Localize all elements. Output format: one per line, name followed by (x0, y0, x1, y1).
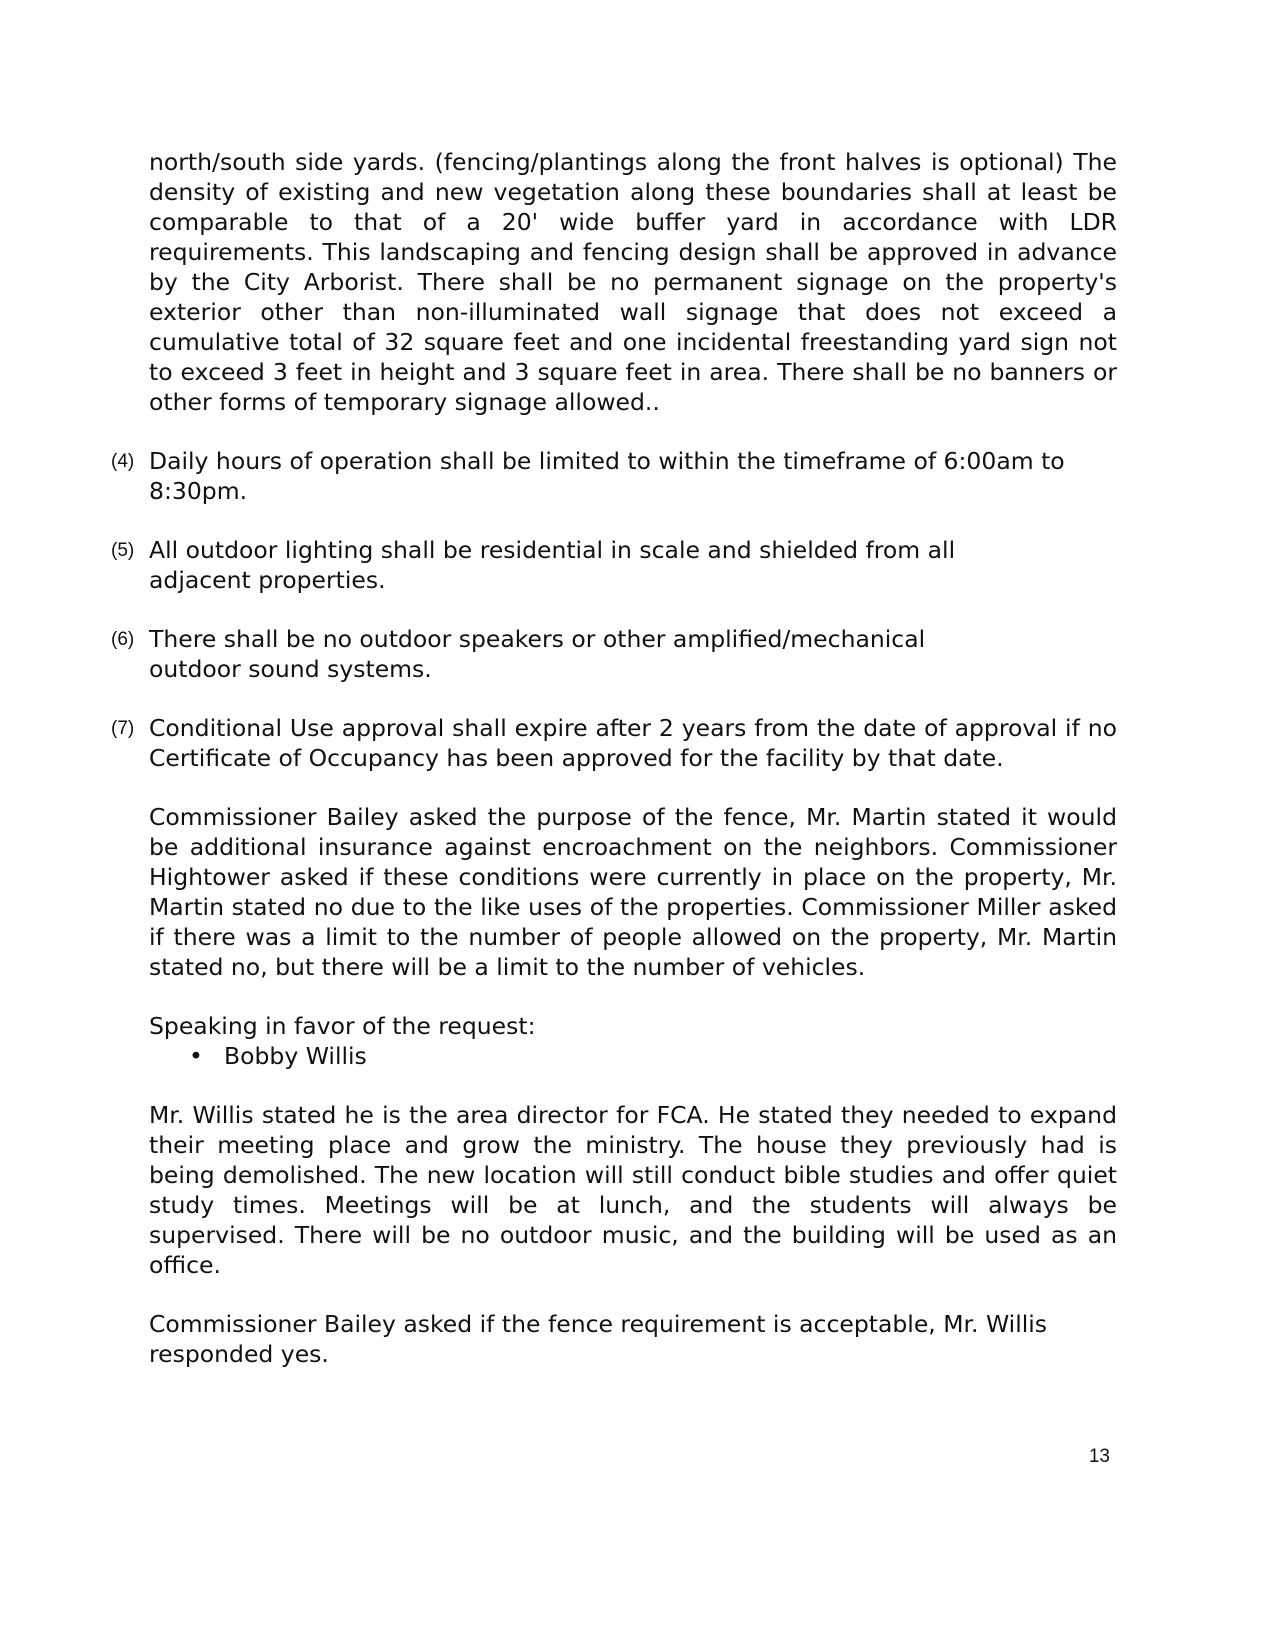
condition-number: (4) (111, 451, 135, 472)
bullet-icon: • (189, 1042, 203, 1070)
list-item (149, 1041, 1117, 1071)
condition-text: There shall be no outdoor speakers or other amplified/mechanical outdoor sound systems. (149, 625, 926, 683)
condition-text: All outdoor lighting shall be residential in scale and shielded from all adjacent properties. (149, 536, 956, 594)
discussion-paragraph: Commissioner Bailey asked the purpose of the fence, Mr. Martin stated it would be additional insurance against encroachment on the neighbors. Commissioner Hightower asked if these conditions were currently in place on the property, Mr. Martin stated no due to the like uses of the properties. Commissioner Miller asked if there was a limit to the number of people allowed on the property, Mr. Martin stated no, but there will be a limit to the number of vehicles. (149, 803, 1117, 981)
speakers-list (149, 1041, 1117, 1071)
willis-paragraph: Mr. Willis stated he is the area director for FCA. He stated they needed to expand their meeting place and grow the ministry. The house they previously had is being demolished. The new location will still conduct bible studies and offer quiet study times. Meetings will be at lunch, and the students will always be supervised. There will be no outdoor music, and the building will be used as an office. (149, 1101, 1117, 1279)
condition-item-4 (111, 446, 1117, 506)
fence-paragraph: Commissioner Bailey asked if the fence requirement is acceptable, Mr. Willis responded yes. (149, 1310, 1048, 1368)
condition-number: (7) (111, 718, 135, 739)
page-number: 13 (1088, 1446, 1110, 1467)
page-content (111, 147, 1117, 1369)
speakers-heading: Speaking in favor of the request: (149, 1012, 536, 1040)
condition-item-7 (111, 713, 1117, 773)
condition-number: (6) (111, 629, 135, 650)
speaker-name: Bobby Willis (224, 1042, 367, 1070)
condition-text: Conditional Use approval shall expire after 2 years from the date of approval if no Certificate of Occupancy has been approved for the facility by that date. (149, 714, 1117, 772)
condition-text: Daily hours of operation shall be limited to within the timeframe of 6:00am to 8:30pm. (149, 447, 1065, 505)
condition-item-6 (111, 624, 1117, 684)
condition-item-5 (111, 535, 1117, 595)
condition-number: (5) (111, 540, 135, 561)
continuation-paragraph: north/south side yards. (fencing/plantings along the front halves is optional) The density of existing and new vegetation along these boundaries shall at least be comparable to that of a 20' wide buffer yard in accordance with LDR requirements. This landscaping and fencing design shall be approved in advance by the City Arborist. There shall be no permanent signage on the property's exterior other than non-illuminated wall signage that does not exceed a cumulative total of 32 square feet and one incidental freestanding yard sign not to exceed 3 feet in height and 3 square feet in area. There shall be no banners or other forms of temporary signage allowed.. (149, 148, 1117, 416)
